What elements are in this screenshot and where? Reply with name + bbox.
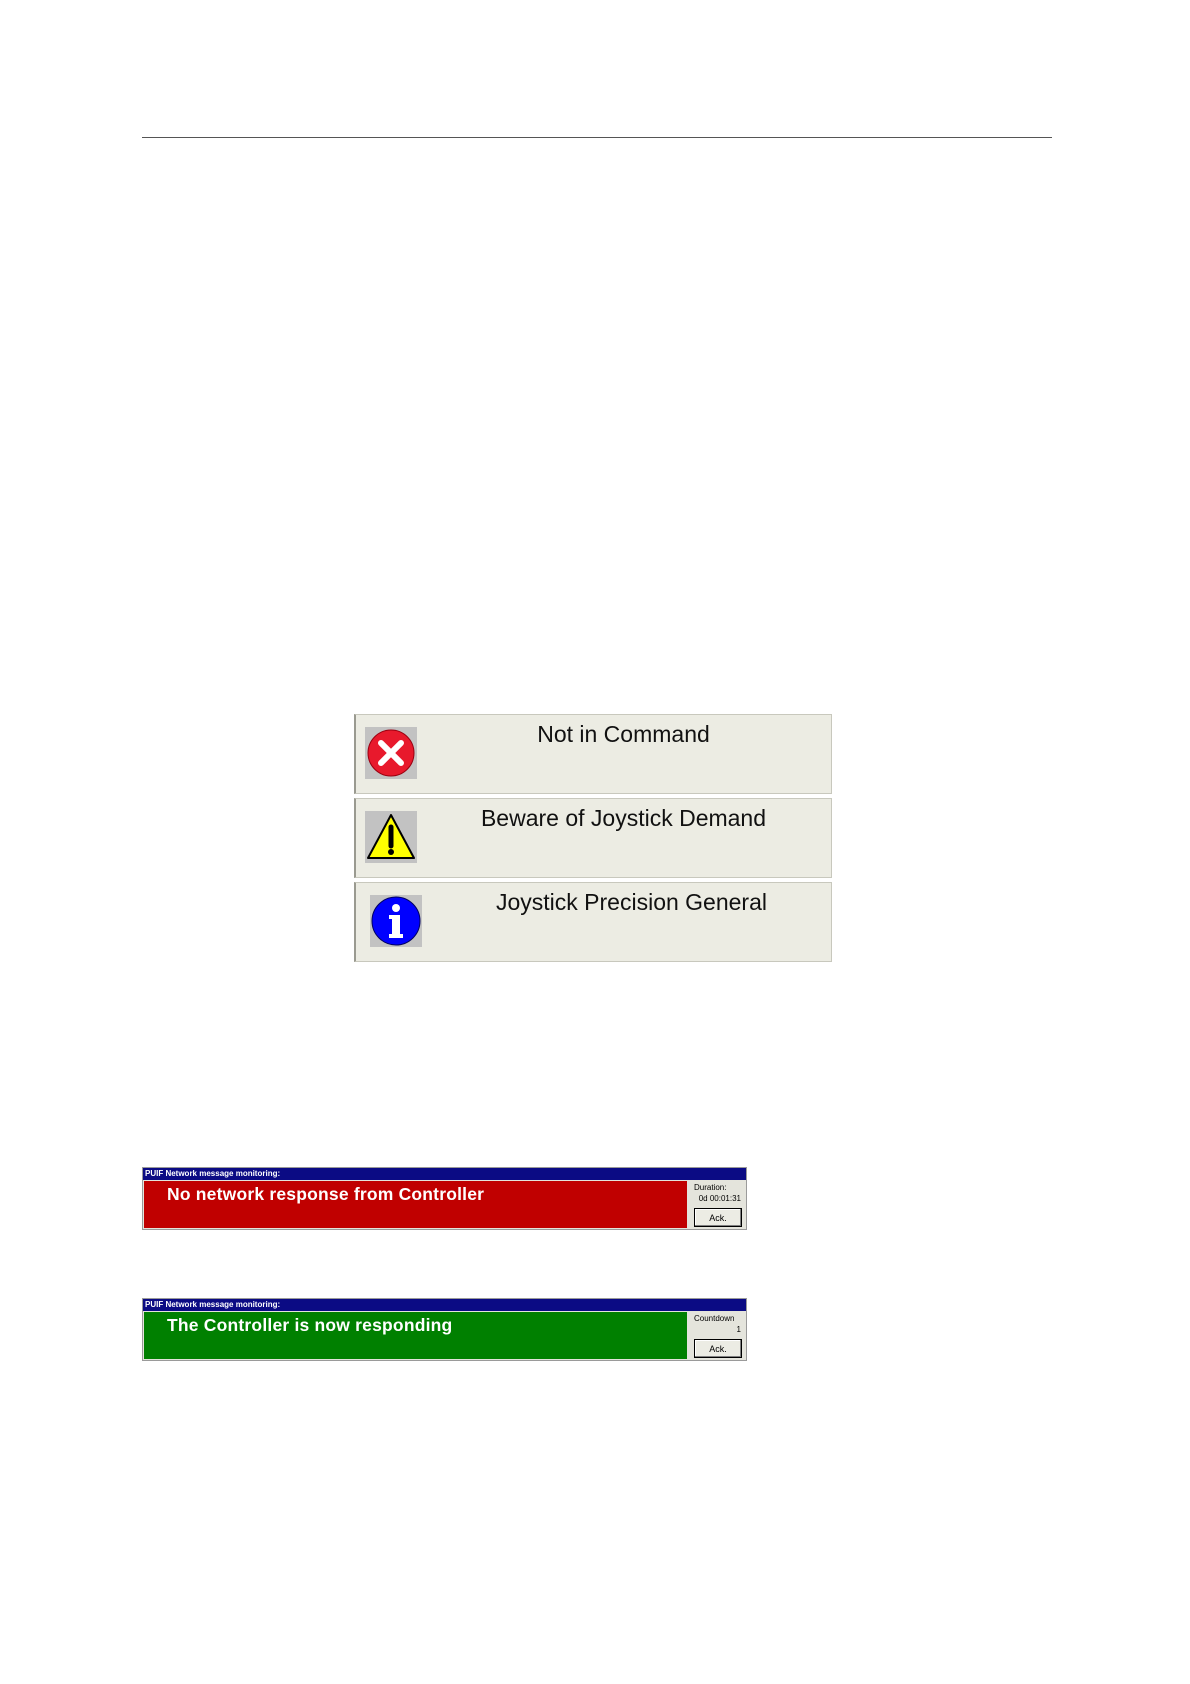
banner-title: PUIF Network message monitoring: <box>143 1168 746 1180</box>
header-rule <box>142 137 1052 138</box>
banner-body <box>144 1181 687 1228</box>
ack-button[interactable]: Ack. <box>694 1208 742 1227</box>
ack-button[interactable]: Ack. <box>694 1339 742 1358</box>
message-text: Beware of Joystick Demand <box>480 805 767 831</box>
network-monitor-banner-error <box>142 1167 747 1230</box>
countdown-label: Countdown <box>694 1314 735 1323</box>
error-icon <box>365 727 417 779</box>
banner-message: The Controller is now responding <box>167 1315 453 1335</box>
message-row-beware-joystick[interactable] <box>354 798 832 878</box>
info-icon <box>370 895 422 947</box>
message-text: Not in Command <box>537 721 710 747</box>
banner-side-panel <box>691 1181 744 1227</box>
message-text: Joystick Precision General <box>496 889 767 915</box>
banner-message: No network response from Controller <box>167 1184 485 1204</box>
banner-side-panel <box>691 1312 744 1358</box>
message-row-joystick-precision[interactable] <box>354 882 832 962</box>
banner-body <box>144 1312 687 1359</box>
countdown-value: 1 <box>736 1325 741 1334</box>
message-row-not-in-command[interactable] <box>354 714 832 794</box>
warning-icon <box>365 811 417 863</box>
duration-label: Duration: <box>694 1183 727 1192</box>
network-monitor-banner-ok <box>142 1298 747 1361</box>
banner-title: PUIF Network message monitoring: <box>143 1299 746 1311</box>
status-message-panel <box>354 714 832 966</box>
duration-value: 0d 00:01:31 <box>698 1194 741 1203</box>
